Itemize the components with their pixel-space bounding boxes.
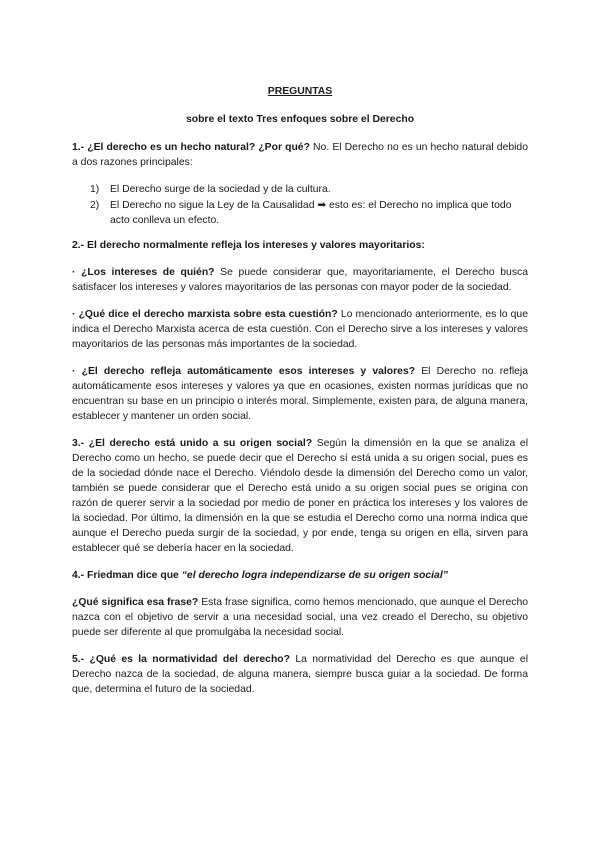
- list-item-number: 1): [90, 184, 100, 195]
- list-item-text: El Derecho no sigue la Ley de la Causalidad ➡ esto es: el Derecho no implica que todo acto conlleva un efecto.: [110, 200, 512, 226]
- list-item-number: 2): [90, 200, 100, 211]
- list-item-text: El Derecho surge de la sociedad y de la cultura.: [110, 184, 331, 195]
- list-item: [72, 198, 528, 228]
- question-1: [72, 140, 528, 170]
- question-4-heading-quote: “el derecho logra independizarse de su origen social”: [181, 570, 448, 581]
- question-2c: [72, 364, 528, 424]
- question-4-heading-prefix: 4.- Friedman dice que: [72, 570, 182, 581]
- list-item: [72, 182, 528, 197]
- question-2a-text: · ¿Los intereses de quién?: [72, 267, 215, 278]
- question-2a: [72, 265, 528, 295]
- document-subtitle: sobre el texto Tres enfoques sobre el Derecho: [185, 114, 415, 125]
- reasons-list: [72, 182, 528, 228]
- question-3-text: 3.- ¿El derecho está unido a su origen social?: [72, 438, 313, 449]
- question-4-text: ¿Qué significa esa frase?: [72, 597, 199, 608]
- document-page: [72, 84, 528, 709]
- question-5: [72, 652, 528, 697]
- question-1-text: 1.- ¿El derecho es un hecho natural? ¿Por qué?: [72, 142, 310, 153]
- answer-1-text: No. El Derecho no es un hecho natural debido a dos razones principales:: [72, 142, 528, 168]
- answer-3-text: Según la dimensión en la que se analiza el Derecho como un hecho, se puede decir que el Derecho sí está unida a su origen social, pues es de la sociedad dónde nace el Derecho. Viéndolo desde la dimensión del Derecho como un valor, también se puede considerar que el Derecho está unido a su origen social pues se origina con razón de querer servir a la sociedad por medio de poner en práctica los intereses y los valores de la sociedad. Por último, la dimensión en la que se estudia el Derecho como una norma indica que aunque el Derecho pueda surgir de la sociedad, y por ende, tenga su origen en ella, sirven para establecer qué se debería hacer en la sociedad.: [72, 438, 529, 554]
- answer-2c-text: El Derecho no refleja automáticamente esos intereses y valores ya que en ocasiones, existen normas jurídicas que no encuentran su base en un principio o interés moral. Simplemente, existen para, de alguna manera, establecer y mantener un orden social.: [72, 366, 529, 422]
- answer-2a-text: Se puede considerar que, mayoritariamente, el Derecho busca satisfacer los intereses y valores mayoritarios de las personas con mayor poder de la sociedad.: [72, 267, 528, 293]
- answer-4-text: Esta frase significa, como hemos mencionado, que aunque el Derecho nazca con el objetivo de servir a una necesidad social, una vez creado el Derecho, su objetivo puede ser diferente al que promulgaba la necesidad social.: [72, 597, 529, 638]
- question-4: [72, 595, 528, 640]
- question-3: [72, 436, 528, 556]
- question-2c-text: · ¿El derecho refleja automáticamente esos intereses y valores?: [72, 366, 416, 377]
- question-4-heading: [72, 568, 528, 583]
- answer-5-text: La normatividad del Derecho es que aunque el Derecho nazca de la sociedad, de alguna manera, siempre busca guiar a la sociedad. De forma que, determina el futuro de la sociedad.: [72, 654, 529, 695]
- question-2b-text: · ¿Qué dice el derecho marxista sobre esta cuestión?: [72, 309, 338, 320]
- question-5-text: 5.- ¿Qué es la normatividad del derecho?: [72, 654, 290, 665]
- answer-2b-text: Lo mencionado anteriormente, es lo que indica el Derecho Marxista acerca de esta cuestión. Con el Derecho sirve a los intereses y valores mayoritarios de las personas más importantes de la sociedad.: [72, 309, 528, 350]
- document-title: PREGUNTAS: [267, 86, 333, 97]
- question-2b: [72, 307, 528, 352]
- question-2-heading: 2.- El derecho normalmente refleja los intereses y valores mayoritarios:: [72, 240, 425, 251]
